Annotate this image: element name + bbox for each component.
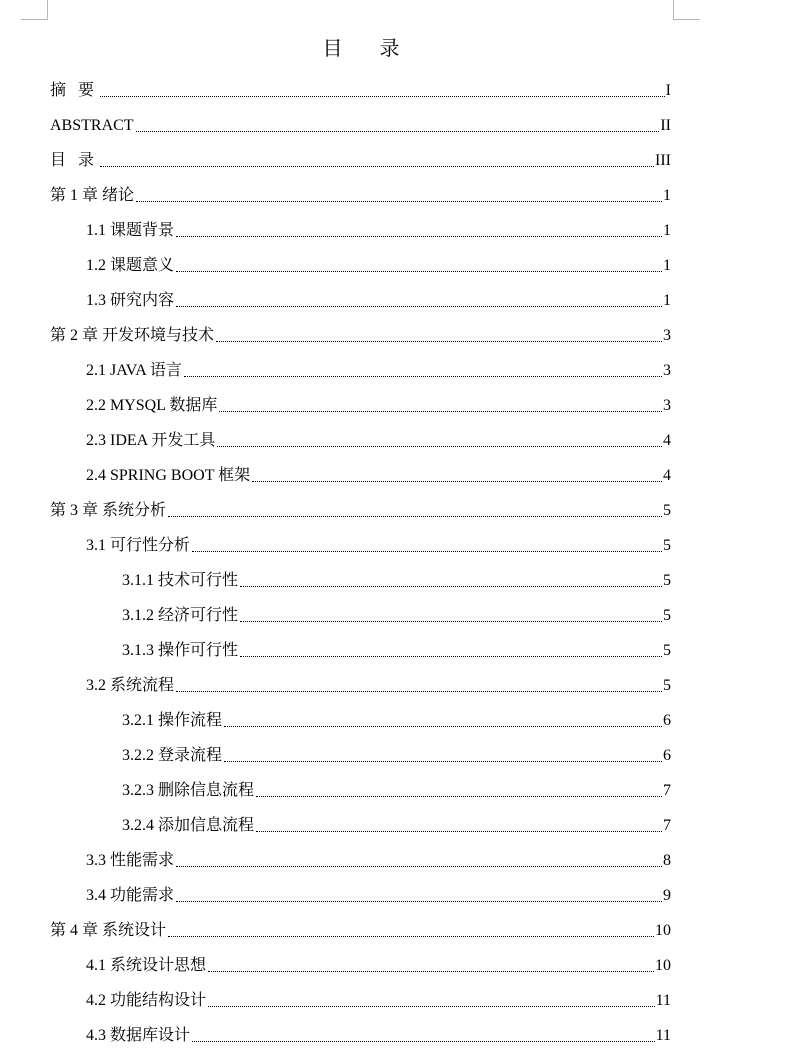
toc-entry-label: 3.2.2 登录流程 (122, 747, 223, 764)
toc-leader-dots (217, 446, 662, 447)
toc-entry-page: 5 (663, 677, 671, 694)
toc-entry-page: 5 (663, 642, 671, 659)
toc-entry-page: 5 (663, 537, 671, 554)
toc-entry-label: 3.2.4 添加信息流程 (122, 817, 255, 834)
toc-entry[interactable] (86, 847, 671, 871)
toc-leader-dots (176, 866, 662, 867)
toc-entry[interactable] (122, 777, 671, 801)
toc-entry-label: 2.3 IDEA 开发工具 (86, 432, 216, 449)
toc-entry[interactable] (86, 672, 671, 696)
page-title: 目 录 (322, 38, 416, 60)
toc-entry[interactable] (86, 217, 671, 241)
toc-entry-page: 3 (663, 397, 671, 414)
toc-entry-page: 3 (663, 327, 671, 344)
toc-entry-label: 4.1 系统设计思想 (86, 957, 207, 974)
toc-entry-label: 3.1 可行性分析 (86, 537, 191, 554)
toc-entry-page: 5 (663, 502, 671, 519)
toc-leader-dots (252, 481, 662, 482)
toc-entry-label: 3.1.1 技术可行性 (122, 572, 239, 589)
toc-entry[interactable] (122, 567, 671, 591)
toc-entry[interactable] (86, 287, 671, 311)
toc-leader-dots (176, 236, 662, 237)
toc-leader-dots (136, 201, 662, 202)
toc-entry-page: 1 (663, 222, 671, 239)
toc-leader-dots (184, 376, 662, 377)
toc-entry[interactable] (86, 252, 671, 276)
toc-entry[interactable] (50, 112, 671, 136)
toc-entry-page: 7 (663, 782, 671, 799)
toc-entry-page: 7 (663, 817, 671, 834)
toc-entry[interactable] (86, 882, 671, 906)
toc-leader-dots (240, 621, 662, 622)
toc-entry-page: 6 (663, 712, 671, 729)
toc-entry-page: 1 (663, 257, 671, 274)
toc-leader-dots (240, 586, 662, 587)
toc-entry[interactable] (86, 952, 671, 976)
toc-entry-label: 2.4 SPRING BOOT 框架 (86, 467, 251, 484)
toc-entry[interactable] (122, 602, 671, 626)
toc-entry-label: 3.3 性能需求 (86, 852, 175, 869)
toc-leader-dots (176, 691, 662, 692)
toc-entry[interactable] (86, 987, 671, 1011)
toc-entry[interactable] (86, 1022, 671, 1046)
toc-entry-label: 第 4 章 系统设计 (50, 922, 167, 939)
toc-entry-label: 3.2 系统流程 (86, 677, 175, 694)
toc-entry-label: 1.3 研究内容 (86, 292, 175, 309)
toc-entry[interactable] (50, 147, 671, 171)
toc-leader-dots (176, 306, 662, 307)
toc-leader-dots (192, 1041, 655, 1042)
toc-entry[interactable] (86, 462, 671, 486)
toc-entry-label: 3.2.1 操作流程 (122, 712, 223, 729)
toc-entry-page: 3 (663, 362, 671, 379)
toc-entry[interactable] (122, 707, 671, 731)
toc-entry-label: 3.1.3 操作可行性 (122, 642, 239, 659)
toc-entry[interactable] (50, 322, 671, 346)
toc-leader-dots (216, 341, 662, 342)
toc-entry-label: 3.1.2 经济可行性 (122, 607, 239, 624)
toc-leader-dots (176, 271, 662, 272)
toc-entry-label: 1.1 课题背景 (86, 222, 175, 239)
toc-entry[interactable] (86, 392, 671, 416)
toc-entry-page: 5 (663, 572, 671, 589)
toc-entry-page: II (660, 117, 671, 134)
toc-entry-label: 第 1 章 绪论 (50, 187, 135, 204)
toc-entry-page: 10 (655, 957, 671, 974)
toc-entry-page: III (655, 152, 671, 169)
toc-leader-dots (100, 96, 665, 97)
toc-entry-label: 第 3 章 系统分析 (50, 502, 167, 519)
toc-leader-dots (219, 411, 662, 412)
toc-entry-label: 目 录 (50, 152, 99, 169)
toc-entry[interactable] (50, 497, 671, 521)
toc-leader-dots (192, 551, 662, 552)
toc-leader-dots (240, 656, 662, 657)
toc-leader-dots (136, 131, 660, 132)
toc-entry-label: 2.2 MYSQL 数据库 (86, 397, 218, 414)
toc-leader-dots (224, 726, 662, 727)
toc-leader-dots (168, 936, 654, 937)
toc-entry-page: 5 (663, 607, 671, 624)
toc-entry[interactable] (86, 532, 671, 556)
toc-entry-page: 4 (663, 467, 671, 484)
toc-entry[interactable] (86, 427, 671, 451)
toc-entry-page: 4 (663, 432, 671, 449)
toc-entry-label: 第 2 章 开发环境与技术 (50, 327, 215, 344)
toc-leader-dots (100, 166, 654, 167)
toc-entry-page: 6 (663, 747, 671, 764)
toc-entry-label: 摘 要 (50, 82, 99, 99)
toc-leader-dots (176, 901, 662, 902)
toc-leader-dots (208, 1006, 655, 1007)
toc-entry[interactable] (50, 77, 671, 101)
toc-entry-label: 4.2 功能结构设计 (86, 992, 207, 1009)
toc-entry[interactable] (50, 917, 671, 941)
toc-entry-page: 9 (663, 887, 671, 904)
toc-entry[interactable] (86, 357, 671, 381)
toc-entry-page: 11 (655, 992, 671, 1009)
toc-entry-label: 4.3 数据库设计 (86, 1027, 191, 1044)
toc-entry-page: 11 (655, 1027, 671, 1044)
toc-entry-label: 3.4 功能需求 (86, 887, 175, 904)
toc-leader-dots (256, 831, 662, 832)
toc-entry-page: 1 (663, 292, 671, 309)
toc-entry[interactable] (50, 182, 671, 206)
toc-leader-dots (224, 761, 662, 762)
toc-leader-dots (256, 796, 662, 797)
toc-entry[interactable] (122, 742, 671, 766)
toc-leader-dots (168, 516, 662, 517)
toc-leader-dots (208, 971, 654, 972)
toc-entry-page: I (665, 82, 671, 99)
toc-entry-label: 1.2 课题意义 (86, 257, 175, 274)
toc-entry[interactable] (122, 812, 671, 836)
toc-entry-label: ABSTRACT (50, 117, 134, 134)
toc-entry-page: 10 (655, 922, 671, 939)
toc-entry-label: 2.1 JAVA 语言 (86, 362, 182, 379)
toc-entry[interactable] (122, 637, 671, 661)
toc-entry-page: 1 (663, 187, 671, 204)
toc-entry-label: 3.2.3 删除信息流程 (122, 782, 255, 799)
toc-entry-page: 8 (663, 852, 671, 869)
